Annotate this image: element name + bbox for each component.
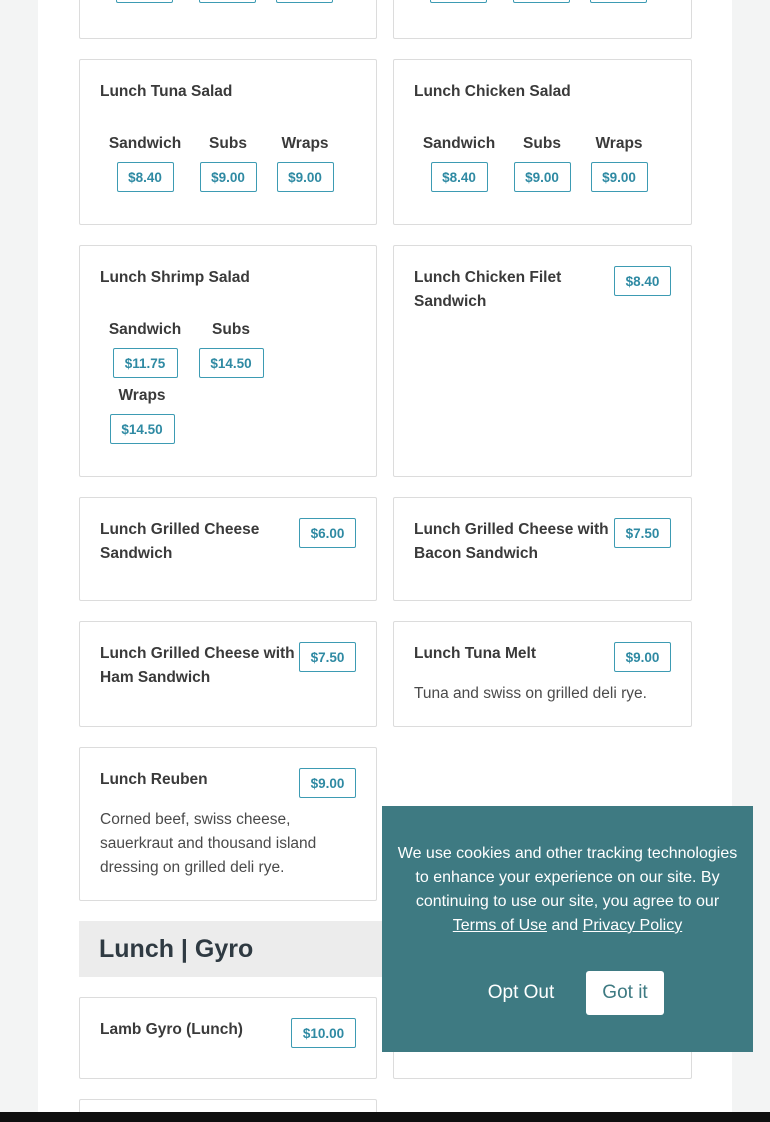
item-title-line1: Lunch Grilled Cheese: [100, 521, 260, 538]
bottom-bar: [0, 1112, 770, 1122]
item-title: Lunch Tuna Salad: [100, 83, 233, 100]
menu-item-chicken-filet[interactable]: [393, 245, 692, 477]
price-partial[interactable]: [590, 0, 647, 3]
price-partial[interactable]: [513, 0, 570, 3]
option-wraps: [265, 133, 345, 192]
price-button[interactable]: $11.75: [113, 348, 178, 378]
menu-item-grilled-cheese[interactable]: [79, 497, 377, 601]
option-subs: [188, 133, 268, 192]
item-title-line2: Sandwich: [100, 545, 173, 562]
option-label: Wraps: [118, 387, 166, 404]
cookie-message: [396, 842, 739, 938]
option-sandwich: [105, 133, 185, 192]
item-title: Lunch Tuna Melt: [414, 645, 536, 662]
got-it-button[interactable]: Got it: [586, 971, 664, 1015]
option-label: Sandwich: [108, 321, 182, 338]
price-partial[interactable]: [199, 0, 256, 3]
item-description-line2: sauerkraut and thousand island: [100, 835, 317, 852]
price-button[interactable]: $9.00: [299, 768, 356, 798]
option-sandwich: [419, 133, 499, 192]
item-title-line1: Lunch Grilled Cheese with: [414, 521, 609, 538]
menu-item-reuben[interactable]: [79, 747, 377, 901]
section-heading-gyro: Lunch | Gyro: [79, 921, 399, 977]
opt-out-button[interactable]: Opt Out: [487, 982, 555, 1003]
menu-item-grilled-cheese-bacon[interactable]: [393, 497, 692, 601]
price-button[interactable]: $14.50: [110, 414, 175, 444]
item-title-line2: Bacon Sandwich: [414, 545, 539, 562]
menu-item-tuna-salad[interactable]: [79, 59, 377, 225]
price-partial[interactable]: [430, 0, 487, 3]
menu-item-grilled-cheese-ham[interactable]: [79, 621, 377, 727]
price-button[interactable]: $9.00: [200, 162, 257, 192]
terms-of-use-link[interactable]: Terms of Use: [452, 917, 548, 934]
item-description: Tuna and swiss on grilled deli rye.: [414, 685, 647, 702]
option-label: Sandwich: [108, 135, 182, 152]
item-description-line3: dressing on grilled deli rye.: [100, 859, 285, 876]
option-subs: [191, 319, 271, 378]
option-subs: [502, 133, 582, 192]
price-button[interactable]: $6.00: [299, 518, 356, 548]
menu-item-shrimp-salad[interactable]: [79, 245, 377, 477]
and-text: and: [551, 917, 579, 934]
menu-item-lamb-gyro[interactable]: [79, 997, 377, 1079]
option-sandwich: [105, 319, 185, 378]
price-button[interactable]: $10.00: [291, 1018, 356, 1048]
price-button[interactable]: $7.50: [299, 642, 356, 672]
price-button[interactable]: $14.50: [199, 348, 264, 378]
menu-item-chicken-salad[interactable]: [393, 59, 692, 225]
price-button[interactable]: $8.40: [117, 162, 174, 192]
menu-item-tuna-melt[interactable]: [393, 621, 692, 727]
item-title: Lunch Shrimp Salad: [100, 269, 250, 286]
option-label: Subs: [212, 321, 250, 338]
privacy-policy-link[interactable]: Privacy Policy: [582, 917, 683, 934]
menu-card-partial-left: [79, 0, 377, 39]
cookie-links-line: [396, 914, 739, 938]
cookie-text-line2: to enhance your experience on our site. By: [415, 869, 720, 886]
price-partial[interactable]: [116, 0, 173, 3]
item-title: Lunch Chicken Salad: [414, 83, 571, 100]
price-button[interactable]: $9.00: [514, 162, 571, 192]
cookie-text-line3: continuing to use our site, you agree to our: [415, 893, 720, 910]
item-title-line1: Lunch Grilled Cheese with: [100, 645, 295, 662]
menu-card-partial-right: [393, 0, 692, 39]
cookie-text-line1: We use cookies and other tracking technologies: [397, 845, 738, 862]
option-label: Wraps: [595, 135, 643, 152]
price-button[interactable]: $9.00: [591, 162, 648, 192]
price-button[interactable]: $8.40: [431, 162, 488, 192]
option-label: Wraps: [281, 135, 329, 152]
option-label: Subs: [209, 135, 247, 152]
item-title-line2: Ham Sandwich: [100, 669, 211, 686]
item-title-line2: Sandwich: [414, 293, 487, 310]
option-wraps: [579, 133, 659, 192]
option-wraps: [102, 385, 182, 444]
option-label: Sandwich: [422, 135, 496, 152]
price-partial[interactable]: [276, 0, 333, 3]
item-title-line1: Lunch Chicken Filet: [414, 269, 562, 286]
price-button[interactable]: $7.50: [614, 518, 671, 548]
cookie-consent-banner: [382, 806, 753, 1052]
item-description-line1: Corned beef, swiss cheese,: [100, 811, 291, 828]
price-button[interactable]: $9.00: [614, 642, 671, 672]
item-title: Lunch Reuben: [100, 771, 208, 788]
price-button[interactable]: $8.40: [614, 266, 671, 296]
item-title: Lamb Gyro (Lunch): [100, 1021, 243, 1038]
price-button[interactable]: $9.00: [277, 162, 334, 192]
option-label: Subs: [523, 135, 561, 152]
